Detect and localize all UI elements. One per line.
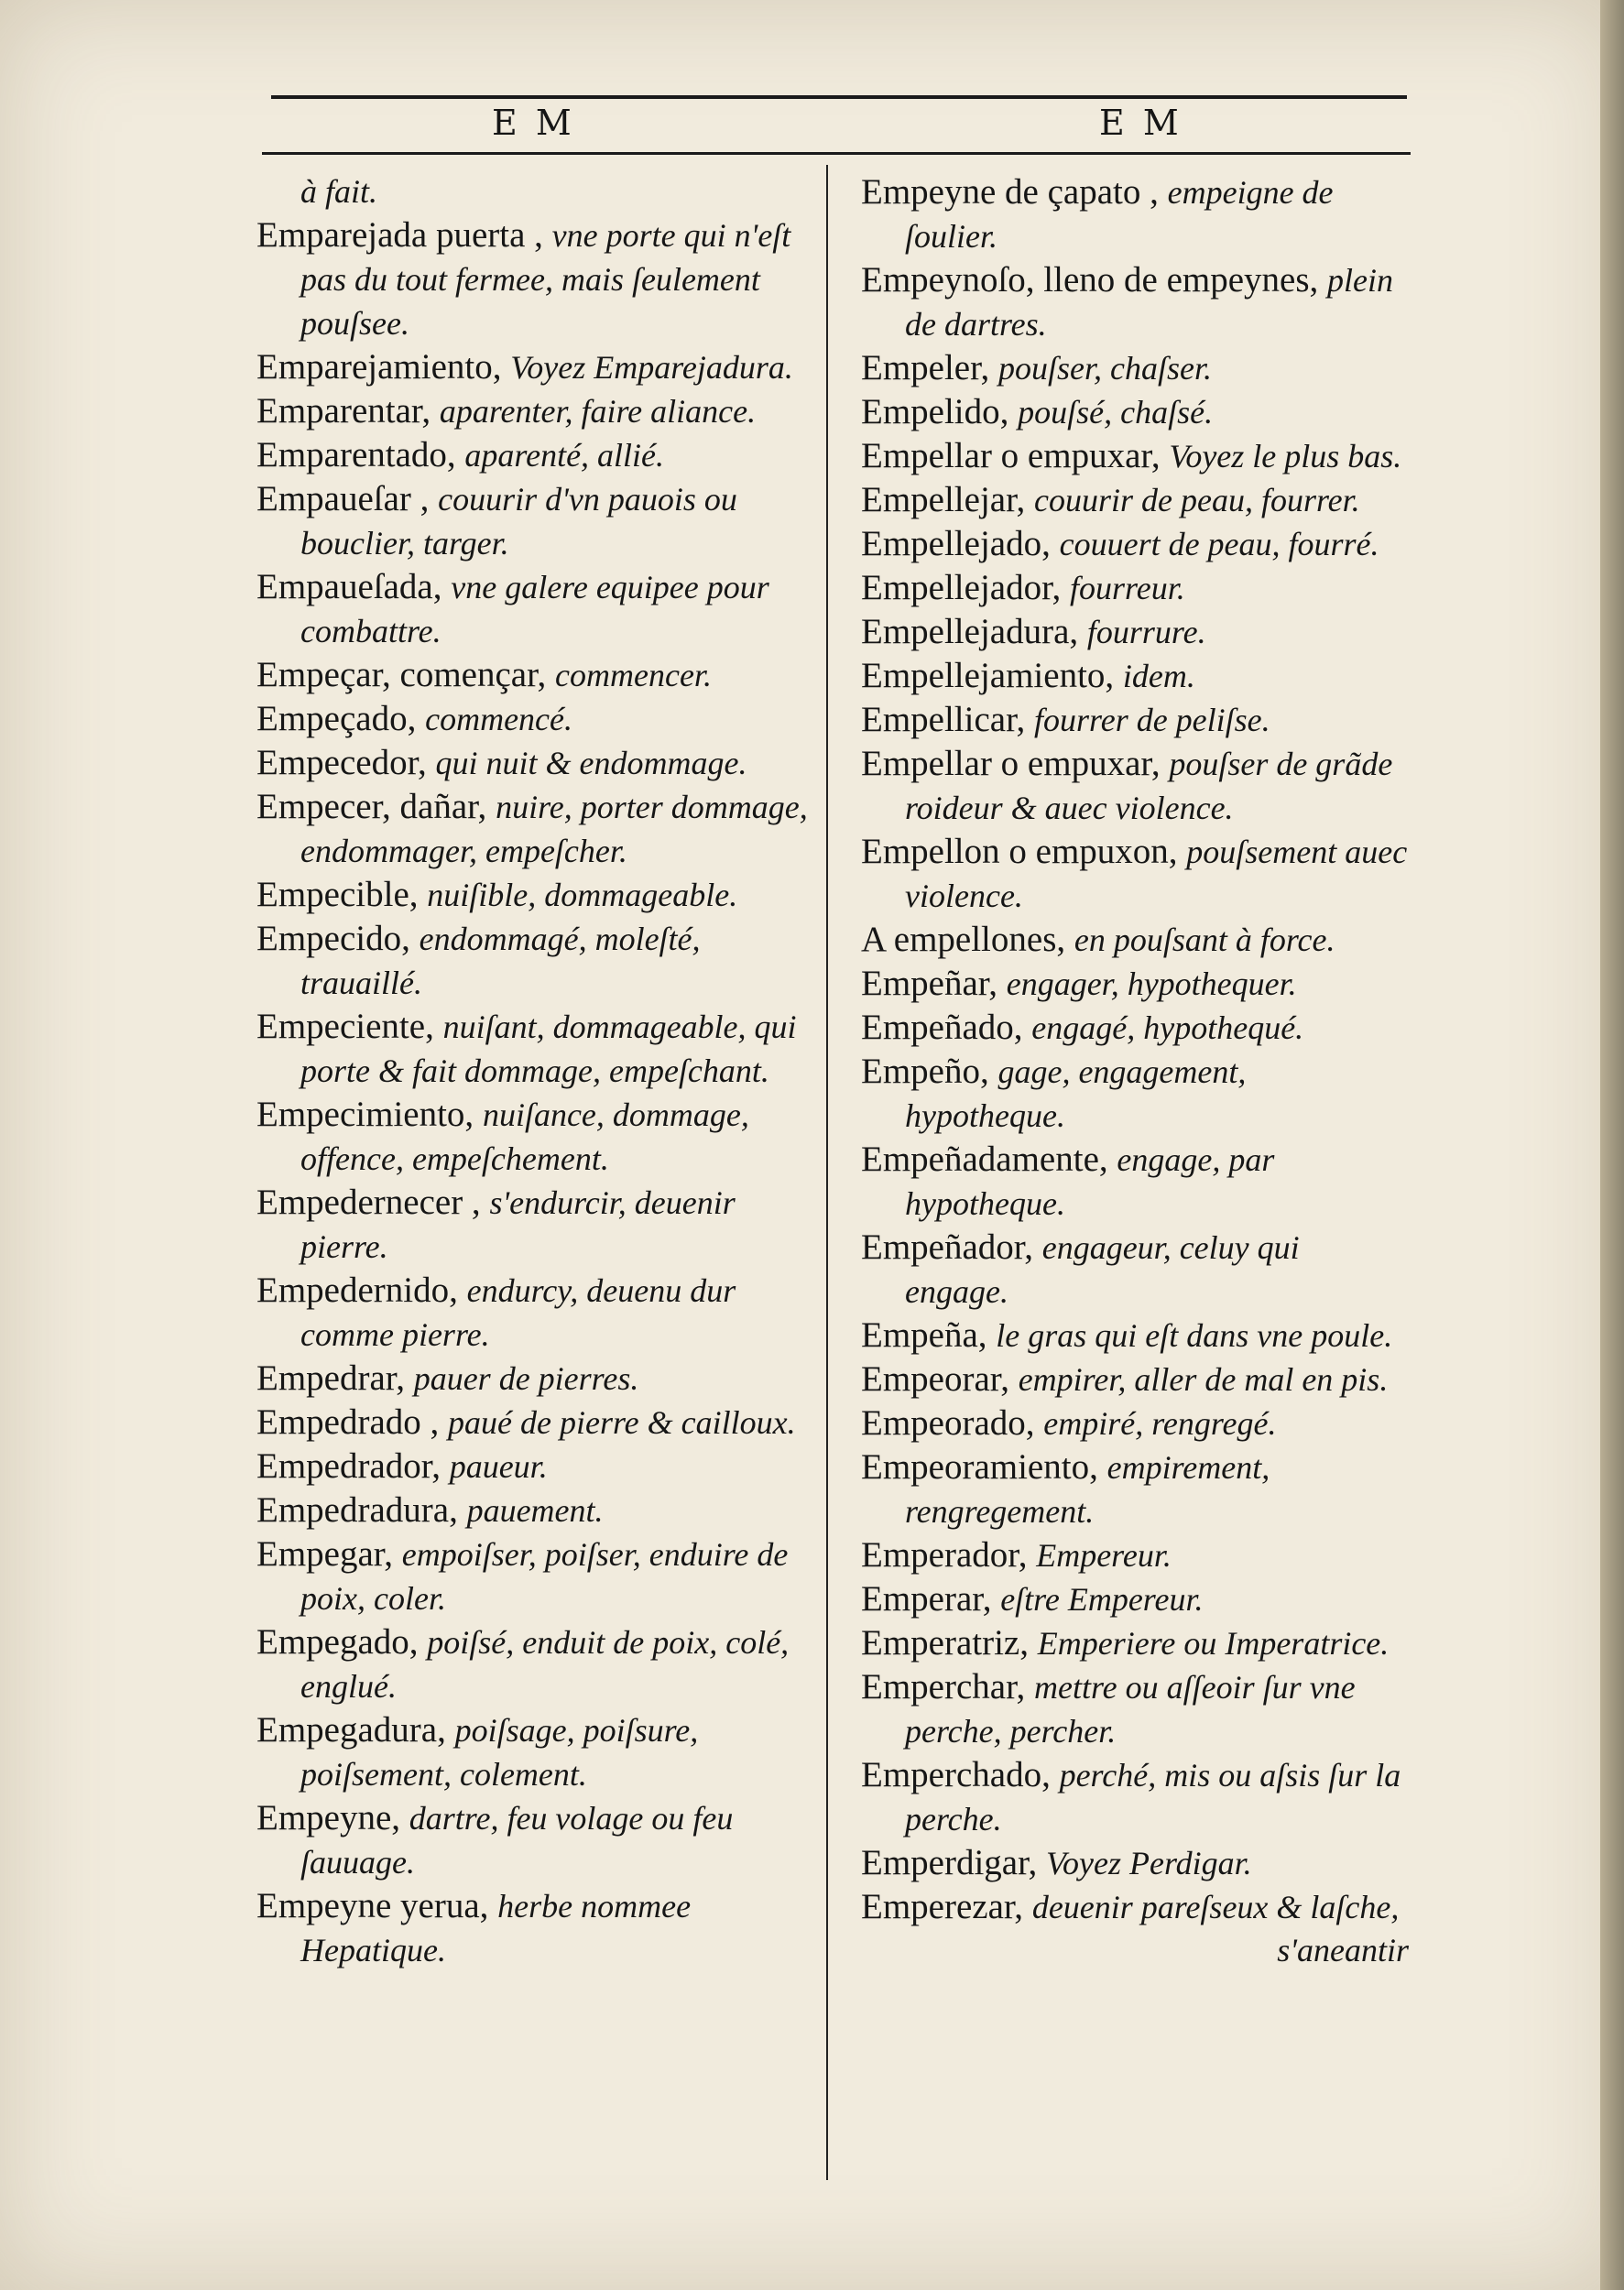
entry-definition: gage, engagement, hypotheque.	[905, 1053, 1247, 1134]
dictionary-entry	[256, 213, 815, 345]
dictionary-entry	[861, 1665, 1411, 1753]
entry-term: Empedrador,	[256, 1446, 441, 1486]
entry-definition: deuenir pareſseux & laſche,	[1031, 1889, 1400, 1925]
entry-term: Empellicar,	[861, 700, 1026, 739]
dictionary-entry	[256, 1796, 815, 1884]
entry-definition: perché, mis ou aſsis ſur la perche.	[905, 1757, 1401, 1837]
dictionary-entry	[861, 1050, 1411, 1138]
entry-definition: nuire, porter dommage, endommager, empeſcher.	[300, 789, 808, 869]
dictionary-entry	[861, 698, 1411, 742]
dictionary-entry	[256, 1708, 815, 1796]
dictionary-entry	[861, 1006, 1411, 1050]
entry-term: Emperador,	[861, 1535, 1028, 1575]
dictionary-entry	[256, 565, 815, 653]
dictionary-entry	[256, 1620, 815, 1708]
entry-term: Emperezar,	[861, 1887, 1024, 1926]
dictionary-entry	[256, 653, 815, 697]
entry-definition: poiſsé, enduit de poix, colé, englué.	[300, 1624, 790, 1705]
right-column	[861, 170, 1411, 1972]
entry-term: Empeçado,	[256, 699, 417, 738]
dictionary-entry	[861, 610, 1411, 654]
dictionary-entry	[861, 1885, 1411, 1929]
entry-term: Empellon o empuxon,	[861, 832, 1178, 871]
dictionary-entry	[256, 433, 815, 477]
entry-definition: Voyez Emparejadura.	[510, 349, 793, 386]
dictionary-entry	[861, 1401, 1411, 1445]
dictionary-entry	[256, 1269, 815, 1357]
dictionary-entry	[861, 1841, 1411, 1885]
entry-definition: endurcy, deuenu dur comme pierre.	[300, 1272, 736, 1353]
entry-definition: pouſsement auec violence.	[905, 834, 1408, 914]
dictionary-entry	[256, 1488, 815, 1532]
entry-term: Empeorar,	[861, 1359, 1009, 1399]
entry-definition: idem.	[1122, 658, 1195, 694]
dictionary-entry	[861, 654, 1411, 698]
dictionary-entry	[861, 830, 1411, 918]
entry-definition: eſtre Empereur.	[1000, 1581, 1204, 1618]
entry-definition: mettre ou aſſeoir ſur vne perche, percher.	[905, 1669, 1356, 1750]
dictionary-entry	[256, 741, 815, 785]
entry-definition: s'endurcir, deuenir pierre.	[300, 1184, 736, 1265]
entry-definition: vne porte qui n'eſt pas du tout fermee, mais ſeulement pouſsee.	[300, 217, 791, 342]
entry-definition: engage, par hypotheque.	[905, 1141, 1275, 1222]
entry-term: Empeoramiento,	[861, 1447, 1098, 1487]
entry-term: Empellejamiento,	[861, 656, 1115, 695]
entry-definition: vne galere equipee pour combattre.	[300, 569, 769, 649]
entry-term: Empeña,	[861, 1315, 987, 1355]
entry-definition: nuiſance, dommage, offence, empeſchement.	[300, 1096, 749, 1177]
entry-term: Empeler,	[861, 348, 990, 387]
entry-term: Empedrar,	[256, 1358, 405, 1398]
entry-term: Empegar,	[256, 1534, 393, 1574]
continuation-fragment: à fait.	[300, 173, 378, 210]
entry-term: Empellar o empuxar,	[861, 436, 1161, 475]
entry-definition: paueur.	[449, 1448, 548, 1485]
entry-term: Empellejar,	[861, 480, 1026, 519]
entry-term: Empecer, dañar,	[256, 787, 487, 826]
entry-definition: engager, hypothequer.	[1006, 965, 1297, 1002]
entry-term: Empellejado,	[861, 524, 1051, 563]
header-rule-bottom	[262, 152, 1411, 155]
right-entry-list	[861, 170, 1411, 1929]
entry-term: Empellar o empuxar,	[861, 744, 1161, 783]
entry-definition: engagé, hypothequé.	[1031, 1009, 1304, 1046]
entry-definition: commencé.	[425, 701, 573, 737]
entry-term: Empeyne yerua,	[256, 1886, 489, 1925]
dictionary-entry	[256, 1532, 815, 1620]
entry-definition: pouſser de grãde roideur & auec violence.	[905, 746, 1393, 826]
dictionary-entry	[861, 258, 1411, 346]
dictionary-entry	[256, 1401, 815, 1445]
entry-term: Empeñador,	[861, 1227, 1033, 1267]
entry-term: Empelido,	[861, 392, 1009, 431]
dictionary-entry	[861, 390, 1411, 434]
entry-definition: fourreur.	[1070, 570, 1185, 606]
entry-term: Empegadura,	[256, 1710, 446, 1750]
dictionary-entry	[861, 1138, 1411, 1226]
entry-definition: nuiſant, dommageable, qui porte & fait dommage, empeſchant.	[300, 1009, 797, 1089]
running-head-left: E M	[492, 103, 575, 143]
entry-definition: plein de dartres.	[905, 262, 1394, 343]
entry-term: Empeynoſo, lleno de empeynes,	[861, 260, 1319, 300]
entry-definition: en pouſsant à force.	[1074, 921, 1335, 958]
entry-definition: le gras qui eſt dans vne poule.	[996, 1317, 1393, 1354]
entry-definition: couuert de peau, fourré.	[1059, 526, 1379, 562]
dictionary-entry	[861, 1753, 1411, 1841]
entry-term: Emperchar,	[861, 1667, 1026, 1707]
entry-term: A empellones,	[861, 920, 1066, 959]
entry-definition: Voyez le plus bas.	[1169, 438, 1402, 474]
entry-term: Empaueſada,	[256, 567, 442, 606]
entry-term: Empeñado,	[861, 1008, 1023, 1047]
entry-definition: endommagé, moleſté, trauaillé.	[300, 921, 701, 1001]
entry-term: Empaueſar ,	[256, 479, 430, 518]
entry-term: Empeñadamente,	[861, 1140, 1108, 1179]
entry-term: Empecimiento,	[256, 1095, 474, 1134]
entry-term: Empecido,	[256, 919, 410, 958]
entry-term: Empellejadura,	[861, 612, 1079, 651]
entry-term: Empeño,	[861, 1052, 989, 1091]
dictionary-entry	[861, 1226, 1411, 1314]
dictionary-entry	[256, 477, 815, 565]
entry-definition: dartre, feu volage ou feu ſauuage.	[300, 1800, 734, 1881]
entry-term: Empedernecer ,	[256, 1183, 481, 1222]
dictionary-entry	[861, 1621, 1411, 1665]
entry-definition: herbe nommee Hepatique.	[300, 1888, 692, 1968]
entry-definition: nuiſible, dommageable.	[427, 877, 738, 913]
dictionary-entry	[861, 742, 1411, 830]
running-head-right: E M	[1099, 103, 1183, 143]
dictionary-entry	[861, 566, 1411, 610]
entry-definition: empiré, rengregé.	[1043, 1405, 1277, 1442]
entry-definition: couurir de peau, fourrer.	[1034, 482, 1360, 518]
dictionary-entry	[256, 1181, 815, 1269]
entry-definition: Empereur.	[1036, 1537, 1172, 1574]
entry-definition: empirer, aller de mal en pis.	[1018, 1361, 1389, 1398]
entry-definition: poiſsage, poiſsure, poiſsement, colement.	[300, 1712, 699, 1793]
dictionary-entry	[256, 389, 815, 433]
entry-term: Empecible,	[256, 875, 419, 914]
entry-definition: aparenter, faire aliance.	[439, 393, 757, 430]
entry-definition: engageur, celuy qui engage.	[905, 1229, 1300, 1310]
dictionary-entry	[861, 170, 1411, 258]
entry-definition: empoiſser, poiſser, enduire de poix, coler.	[300, 1536, 789, 1617]
catchword: s'aneantir	[1277, 1932, 1409, 1968]
dictionary-entry	[256, 1445, 815, 1488]
entry-term: Empedradura,	[256, 1490, 458, 1530]
column-divider	[826, 165, 828, 2180]
dictionary-entry	[861, 522, 1411, 566]
entry-term: Empeciente,	[256, 1007, 434, 1046]
header-rule-top	[271, 95, 1407, 99]
dictionary-entry	[861, 1358, 1411, 1401]
entry-term: Empeorado,	[861, 1403, 1035, 1443]
entry-definition: aparenté, allié.	[464, 437, 665, 474]
entry-definition: qui nuit & endommage.	[435, 745, 747, 781]
dictionary-entry	[861, 346, 1411, 390]
entry-term: Emperchado,	[861, 1755, 1051, 1794]
dictionary-entry	[256, 1884, 815, 1972]
dictionary-entry	[861, 918, 1411, 962]
entry-term: Emparejamiento,	[256, 347, 502, 387]
dictionary-entry	[861, 434, 1411, 478]
entry-term: Empegado,	[256, 1622, 419, 1662]
entry-term: Emperdigar,	[861, 1843, 1038, 1882]
entry-term: Emparentar,	[256, 391, 431, 431]
entry-term: Empeçar, començar,	[256, 655, 547, 694]
entry-definition: pauement.	[466, 1492, 604, 1529]
entry-definition: Voyez Perdigar.	[1046, 1845, 1252, 1881]
entry-definition: Emperiere ou Imperatrice.	[1037, 1625, 1390, 1662]
entry-term: Empeñar,	[861, 964, 997, 1003]
page-edge	[1600, 0, 1624, 2290]
dictionary-entry	[256, 873, 815, 917]
entry-definition: paué de pierre & cailloux.	[448, 1404, 796, 1441]
dictionary-entry	[861, 1314, 1411, 1358]
entry-term: Emparejada puerta ,	[256, 215, 543, 255]
entry-term: Emperar,	[861, 1579, 992, 1619]
dictionary-entry	[861, 1533, 1411, 1577]
entry-definition: commencer.	[555, 657, 712, 693]
entry-definition: empirement, rengregement.	[905, 1449, 1270, 1530]
dictionary-entry	[861, 1445, 1411, 1533]
dictionary-entry	[256, 785, 815, 873]
entry-definition: pouſser, chaſser.	[998, 350, 1213, 387]
dictionary-entry	[256, 917, 815, 1005]
entry-definition: pouſsé, chaſsé.	[1018, 394, 1214, 431]
entry-term: Empedernido,	[256, 1270, 458, 1310]
entry-definition: pauer de pierres.	[413, 1360, 639, 1397]
entry-term: Empecedor,	[256, 743, 427, 782]
dictionary-entry	[256, 1093, 815, 1181]
dictionary-entry	[861, 1577, 1411, 1621]
dictionary-entry	[256, 697, 815, 741]
entry-definition: empeigne de ſoulier.	[905, 174, 1334, 255]
left-entry-list	[256, 213, 815, 1972]
dictionary-entry	[256, 1005, 815, 1093]
dictionary-entry	[256, 345, 815, 389]
entry-definition: fourrure.	[1086, 614, 1206, 650]
dictionary-entry	[861, 962, 1411, 1006]
entry-definition: fourrer de peliſse.	[1034, 702, 1270, 738]
entry-term: Emparentado,	[256, 435, 456, 474]
left-column	[256, 170, 815, 1972]
entry-term: Emperatriz,	[861, 1623, 1029, 1663]
entry-definition: couurir d'vn pauois ou bouclier, targer.	[300, 481, 737, 562]
dictionary-entry	[861, 478, 1411, 522]
dictionary-entry	[256, 1357, 815, 1401]
entry-term: Empeyne de çapato ,	[861, 172, 1159, 212]
entry-term: Empellejador,	[861, 568, 1062, 607]
entry-term: Empedrado ,	[256, 1402, 440, 1442]
entry-term: Empeyne,	[256, 1798, 401, 1837]
